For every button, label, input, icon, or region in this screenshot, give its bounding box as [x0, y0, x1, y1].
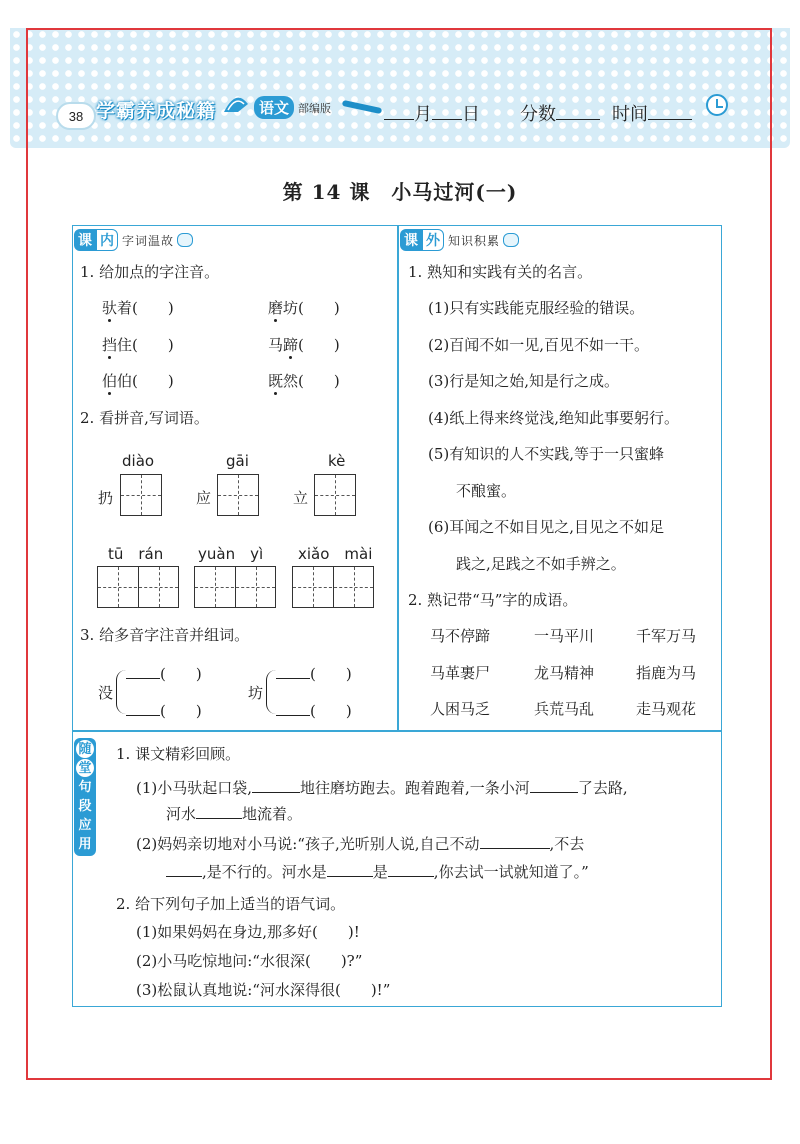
left-section-tag: 课 内 字词温故	[74, 229, 193, 251]
right-section-tag: 课 外 知识积累	[400, 229, 519, 251]
fill-blank[interactable]	[252, 778, 300, 793]
right-q2-label: 2. 熟记带“马”字的成语。	[408, 591, 578, 609]
writing-grid[interactable]	[194, 566, 276, 608]
brace	[116, 670, 126, 714]
bottom-q1-label: 1. 课文精彩回顾。	[116, 745, 241, 763]
lesson-title: 第 14 课 小马过河(一)	[282, 180, 518, 204]
fill-blank[interactable]	[480, 834, 550, 849]
quote-line: (6)耳闻之不如目见之,目见之不如足	[428, 518, 665, 536]
left-q1-label: 1. 给加点的字注音。	[80, 263, 220, 281]
fan-icon	[222, 92, 250, 118]
review-sentence: (2)妈妈亲切地对小马说:“孩子,光听别人说,自己不动 ,不去	[136, 835, 585, 853]
writing-grid[interactable]	[217, 474, 259, 516]
pinyin-text: kè	[328, 452, 346, 470]
time-blank[interactable]	[648, 104, 692, 120]
quote-line: 践之,足践之不如手辨之。	[456, 555, 626, 573]
review-sentence: (1)小马驮起口袋, 地往磨坊跑去。跑着跑着,一条小河 了去路,	[136, 779, 628, 797]
bottom-q2-label: 2. 给下列句子加上适当的语气词。	[116, 895, 346, 913]
pinyin-text: tū rán	[108, 545, 164, 563]
idiom: 人困马乏	[430, 700, 491, 718]
clock-icon	[706, 94, 728, 116]
left-q2-label: 2. 看拼音,写词语。	[80, 409, 209, 427]
pinyin-text: yuàn yì	[198, 545, 264, 563]
idiom: 一马平川	[534, 627, 595, 645]
fill-blank[interactable]: ( )	[126, 663, 202, 684]
fill-blank[interactable]	[388, 862, 434, 877]
fill-blank[interactable]: ( )	[276, 663, 352, 684]
brace	[266, 670, 276, 714]
writing-grid[interactable]	[120, 474, 162, 516]
idiom: 千军万马	[636, 627, 697, 645]
idiom: 马不停蹄	[430, 627, 491, 645]
writing-grid[interactable]	[314, 474, 356, 516]
particle-sentence[interactable]: (3)松鼠认真地说:“河水深得很( )!”	[136, 981, 391, 999]
left-q3-label: 3. 给多音字注音并组词。	[80, 626, 250, 644]
book-icon	[177, 233, 193, 247]
idiom: 龙马精神	[534, 664, 595, 682]
idiom: 兵荒马乱	[534, 700, 595, 718]
subject-badge: 语文	[254, 96, 294, 119]
month-blank[interactable]	[384, 104, 414, 120]
idiom: 走马观花	[636, 700, 697, 718]
review-sentence: ,是不行的。河水是 是 ,你去试一试就知道了。”	[166, 862, 589, 882]
day-blank[interactable]	[432, 104, 462, 120]
pinyin-text: xiǎo mài	[298, 545, 373, 563]
edition-label: 部编版	[298, 103, 331, 115]
particle-sentence[interactable]: (1)如果妈妈在身边,那多好( )!	[136, 923, 360, 941]
pinyin-text: diào	[122, 452, 155, 470]
pinyin-item[interactable]: 挡住( )	[102, 336, 174, 354]
quote-line: (4)纸上得来终觉浅,绝知此事要躬行。	[428, 409, 680, 427]
quote-line: 不酿蜜。	[456, 482, 517, 500]
fill-blank[interactable]: ( )	[276, 700, 352, 721]
quote-line: (5)有知识的人不实践,等于一只蜜蜂	[428, 445, 665, 463]
right-q1-label: 1. 熟知和实践有关的名言。	[408, 263, 593, 281]
fill-blank[interactable]	[196, 804, 242, 819]
idiom: 指鹿为马	[636, 664, 697, 682]
writing-grid[interactable]	[292, 566, 374, 608]
fill-blank[interactable]	[327, 862, 373, 877]
book-icon	[503, 233, 519, 247]
pinyin-item[interactable]: 马蹄( )	[268, 336, 340, 354]
quote-line: (2)百闻不如一见,百见不如一干。	[428, 336, 650, 354]
word-prefix: 立	[293, 489, 309, 507]
score-blank[interactable]	[556, 104, 600, 120]
quote-line: (3)行是知之始,知是行之成。	[428, 372, 620, 390]
pinyin-item[interactable]: 既然( )	[268, 372, 340, 390]
pinyin-text: gāi	[226, 452, 249, 470]
bottom-section-tag: 随 堂 句 段 应 用	[74, 738, 96, 856]
polyphone-char: 没	[98, 684, 114, 702]
brand-title: 学霸养成秘籍	[96, 101, 217, 122]
idiom: 马革裹尸	[430, 664, 491, 682]
word-prefix: 扔	[98, 489, 114, 507]
polyphone-char: 坊	[248, 684, 264, 702]
pinyin-item[interactable]: 驮着( )	[102, 299, 174, 317]
word-prefix: 应	[196, 489, 212, 507]
particle-sentence[interactable]: (2)小马吃惊地问:“水很深( )?”	[136, 952, 363, 970]
quote-line: (1)只有实践能克服经验的错误。	[428, 299, 645, 317]
fill-blank[interactable]	[530, 778, 578, 793]
fill-blank[interactable]: ( )	[126, 700, 202, 721]
date-score-fields: 月 日 分数 时间	[384, 100, 692, 126]
pinyin-item[interactable]: 磨坊( )	[268, 299, 340, 317]
fill-blank[interactable]	[166, 862, 202, 877]
page-number: 38	[56, 102, 96, 130]
review-sentence: 河水 地流着。	[166, 805, 303, 823]
writing-grid[interactable]	[97, 566, 179, 608]
pinyin-item[interactable]: 伯伯( )	[102, 372, 174, 390]
